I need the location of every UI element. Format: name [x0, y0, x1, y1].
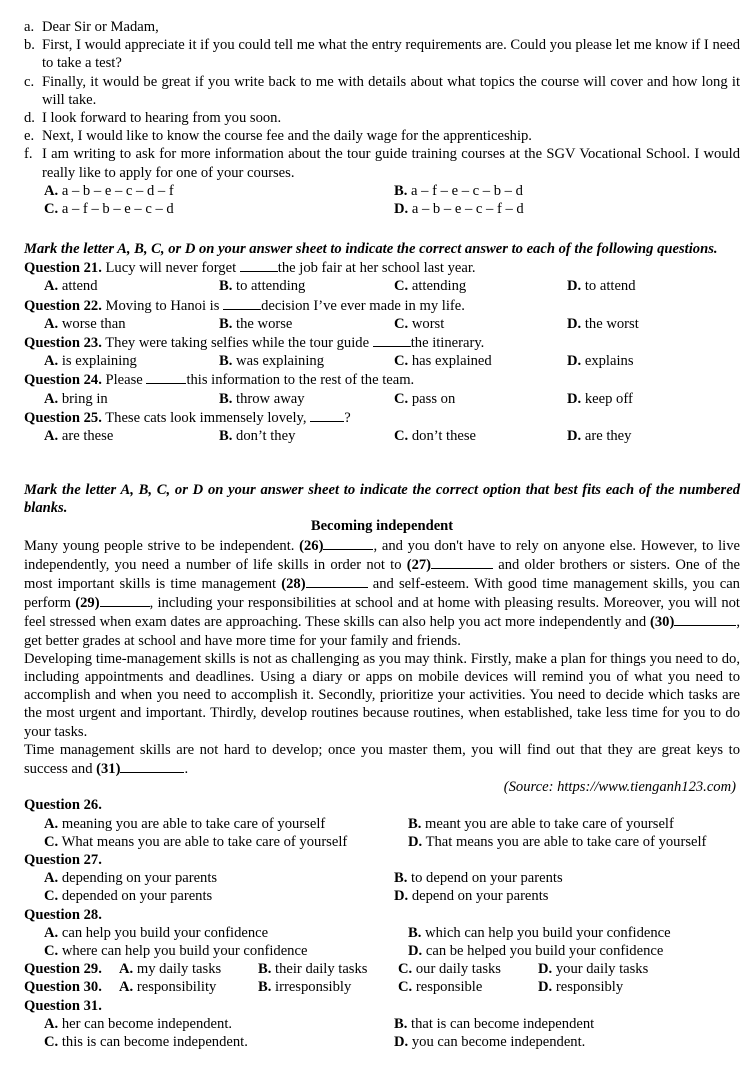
option-c[interactable]: C. where can help you build your confidence [44, 943, 308, 959]
option-a[interactable]: A. depending on your parents [44, 870, 218, 887]
question-31-options-row-1 [24, 1015, 740, 1033]
option-a[interactable]: A. bring in [44, 390, 108, 407]
option-b[interactable]: B. that is can become independent [394, 1015, 595, 1032]
option-b[interactable]: B. meant you are able to take care of yourself [408, 815, 674, 832]
question-23: Question 23. They were taking selfies while the tour guide the itinerary. [24, 334, 485, 351]
ordering-options-row-2 [24, 200, 740, 218]
option-d[interactable]: D. your daily tasks [538, 961, 649, 978]
section-2-instruction: Mark the letter A, B, C, or D on your answer sheet to indicate the correct option that best fits each of the numbered blanks. [24, 482, 740, 517]
ordering-line-d: d. I look forward to hearing from you soon. [24, 110, 282, 127]
ordering-option-a[interactable]: A. a – b – e – c – d – f [44, 182, 174, 199]
ordering-option-c[interactable]: C. a – f – b – e – c – d [44, 201, 174, 218]
question-25: Question 25. These cats look immensely lovely, ? [24, 409, 351, 426]
option-d[interactable]: D. keep off [567, 390, 633, 407]
option-c[interactable]: C. our daily tasks [398, 961, 501, 978]
answer-blank[interactable] [223, 296, 261, 310]
section-1-instruction: Mark the letter A, B, C, or D on your answer sheet to indicate the correct answer to each of the following questions. [24, 241, 718, 257]
question-26-label: Question 26. [24, 797, 102, 814]
option-b[interactable]: B. to depend on your parents [394, 870, 563, 887]
question-28-options-row-1 [24, 924, 740, 942]
passage-paragraph-2: Developing time-management skills is not as challenging as you may think. Firstly, make a plan for things you need to do, including appointments and deadlines. Using a diary or apps on mobile devices will remind you of what you need to accomplish and when you need to accomplish it. Secondly, prioritize your activities. You need to decide which tasks are the most urgent and important. Thirdly, develop routines because routines, when established, take less time for you to do your tasks. [24, 650, 740, 740]
question-21-options [24, 277, 740, 295]
option-c[interactable]: C. responsible [398, 979, 483, 996]
answer-blank[interactable] [240, 258, 278, 272]
option-b[interactable]: B. the worse [219, 315, 293, 332]
question-31-label: Question 31. [24, 997, 102, 1014]
answer-blank[interactable] [146, 370, 186, 384]
option-b[interactable]: B. irresponsibly [258, 979, 352, 996]
question-27-options-row-1 [24, 869, 740, 887]
question-22: Question 22. Moving to Hanoi is decision I’ve ever made in my life. [24, 297, 465, 314]
option-a[interactable]: A. is explaining [44, 353, 137, 370]
question-25-options [24, 427, 740, 445]
question-26-options-row-2 [24, 833, 740, 851]
blank-28[interactable] [306, 574, 368, 588]
option-c[interactable]: C. has explained [394, 353, 492, 370]
option-a[interactable]: A. attend [44, 278, 98, 295]
passage-paragraph-1: Many young people strive to be independent. (26) , and you don't have to rely on anyone else. However, to live independently, you need a number of life skills in order not to (27) and older brothers or sisters. One of the most important skills is time management (28) and self-esteem. With good time management skills, you can perform (29) , including your responsibilities at school and at home with pleasing results. Moreover, you will not feel stressed when exam dates are approaching. These skills can also help you act more independently and (30) , get better grades at school and have more time for your family and friends. [24, 537, 741, 649]
question-28-label: Question 28. [24, 906, 102, 923]
section-2 [24, 481, 740, 1051]
answer-blank[interactable] [373, 333, 411, 347]
passage-paragraph-3: Time management skills are not hard to develop; once you master them, you will find out that they are great keys to success and (31) . [24, 741, 740, 778]
option-d[interactable]: D. That means you are able to take care of yourself [408, 833, 707, 850]
ordering-block [24, 18, 740, 218]
option-d[interactable]: D. responsibly [538, 979, 624, 996]
section-1 [24, 240, 740, 445]
option-d[interactable]: D. explains [567, 353, 634, 370]
option-c[interactable]: C. pass on [394, 390, 456, 407]
passage-title: Becoming independent [310, 518, 454, 535]
question-27-options-row-2 [24, 887, 740, 905]
blank-30[interactable] [674, 612, 736, 626]
ordering-option-d[interactable]: D. a – b – e – c – f – d [394, 201, 524, 218]
blank-29[interactable] [100, 593, 150, 607]
option-d[interactable]: D. you can become independent. [394, 1033, 586, 1050]
option-c[interactable]: C. depended on your parents [44, 888, 213, 905]
question-30-label: Question 30. [24, 979, 102, 996]
option-d[interactable]: D. can be helped you build your confidence [408, 943, 664, 959]
blank-26[interactable] [323, 536, 373, 550]
option-b[interactable]: B. to attending [219, 278, 306, 295]
option-c[interactable]: C. worst [394, 315, 445, 332]
question-29 [24, 960, 740, 978]
ordering-line-c: c. Finally, it would be great if you write back to me with details about what topics the course will cover and how long it will take. [24, 73, 740, 108]
ordering-line-b: b. First, I would appreciate it if you could tell me what the entry requirements are. Could you please let me know if I need to take a test? [24, 37, 740, 72]
question-21: Question 21. Lucy will never forget the job fair at her school last year. [24, 260, 476, 277]
answer-blank[interactable] [310, 408, 344, 422]
option-c[interactable]: C. don’t these [394, 427, 477, 444]
option-a[interactable]: A. can help you build your confidence [44, 924, 269, 941]
ordering-line-a: a. Dear Sir or Madam, [24, 19, 159, 35]
option-c[interactable]: C. attending [394, 278, 467, 295]
option-a[interactable]: A. responsibility [119, 979, 217, 996]
question-24-options [24, 390, 740, 408]
passage-source: (Source: https://www.tienganh123.com) [503, 779, 736, 796]
option-a[interactable]: A. her can become independent. [44, 1015, 233, 1032]
option-a[interactable]: A. meaning you are able to take care of yourself [44, 815, 326, 832]
question-30 [24, 978, 740, 996]
option-a[interactable]: A. my daily tasks [119, 961, 222, 978]
ordering-options-row-1 [24, 182, 740, 200]
option-d[interactable]: D. the worst [567, 315, 639, 332]
option-c[interactable]: C. this is can become independent. [44, 1033, 248, 1050]
option-a[interactable]: A. are these [44, 427, 114, 444]
ordering-option-b[interactable]: B. a – f – e – c – b – d [394, 182, 523, 199]
question-27-label: Question 27. [24, 852, 102, 869]
option-d[interactable]: D. depend on your parents [394, 888, 549, 905]
option-d[interactable]: D. are they [567, 427, 632, 444]
question-26-options-row-1 [24, 815, 740, 833]
question-23-options [24, 352, 740, 370]
ordering-line-e: e. Next, I would like to know the course fee and the daily wage for the apprenticeship. [24, 128, 532, 145]
question-24: Question 24. Please this information to the rest of the team. [24, 372, 415, 389]
option-b[interactable]: B. throw away [219, 390, 305, 407]
option-a[interactable]: A. worse than [44, 315, 126, 332]
option-b[interactable]: B. their daily tasks [258, 961, 368, 978]
ordering-line-f: f. I am writing to ask for more information about the tour guide training courses at the SGV Vocational School. I would really like to apply for one of your courses. [24, 146, 740, 181]
option-c[interactable]: C. What means you are able to take care of yourself [44, 833, 348, 850]
option-d[interactable]: D. to attend [567, 278, 636, 295]
blank-27[interactable] [431, 555, 493, 569]
blank-31[interactable] [120, 759, 184, 773]
option-b[interactable]: B. don’t they [219, 427, 296, 444]
option-b[interactable]: B. which can help you build your confidence [408, 924, 671, 941]
question-31-options-row-2 [24, 1033, 740, 1051]
question-29-label: Question 29. [24, 961, 102, 978]
question-28-options-row-2 [24, 942, 740, 960]
question-22-options [24, 315, 740, 333]
option-b[interactable]: B. was explaining [219, 353, 324, 370]
